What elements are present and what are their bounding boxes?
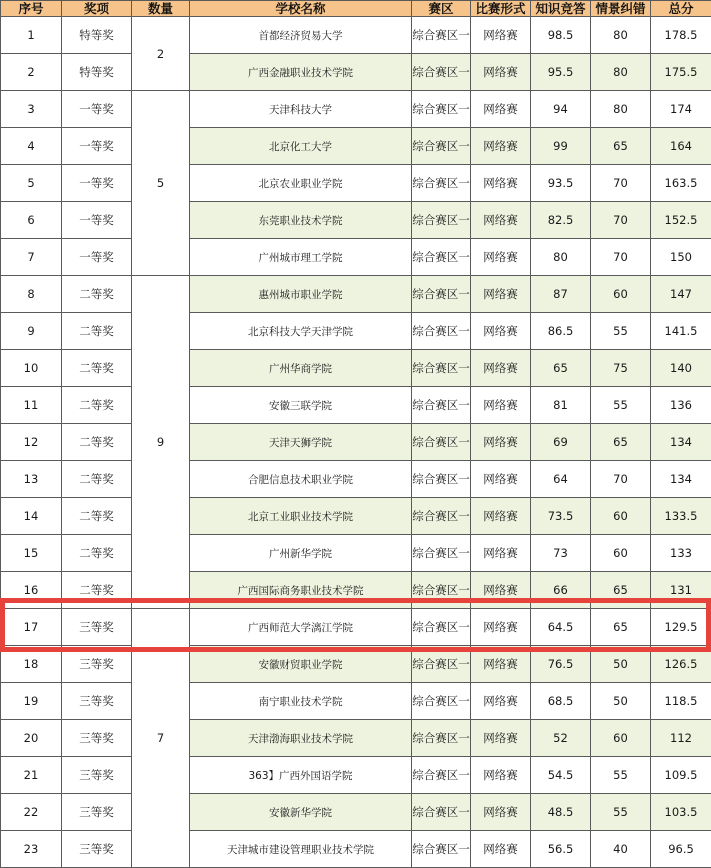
cell-total: 133 bbox=[651, 535, 711, 572]
cell-scenario: 50 bbox=[591, 646, 651, 683]
cell-total: 112 bbox=[651, 720, 711, 757]
cell-scenario: 55 bbox=[591, 757, 651, 794]
cell-scenario: 70 bbox=[591, 165, 651, 202]
cell-format: 网络赛 bbox=[471, 128, 531, 165]
cell-scenario: 80 bbox=[591, 91, 651, 128]
table-row bbox=[1, 54, 711, 91]
cell-scenario: 55 bbox=[591, 387, 651, 424]
cell-region: 综合赛区一 bbox=[412, 128, 471, 165]
cell-no: 19 bbox=[1, 683, 62, 720]
cell-school: 广州华商学院 bbox=[190, 350, 412, 387]
cell-quiz: 73.5 bbox=[531, 498, 591, 535]
table-row bbox=[1, 350, 711, 387]
cell-region: 综合赛区一 bbox=[412, 831, 471, 868]
table-row bbox=[1, 17, 711, 54]
cell-award: 一等奖 bbox=[62, 165, 132, 202]
cell-award: 二等奖 bbox=[62, 535, 132, 572]
cell-award: 特等奖 bbox=[62, 17, 132, 54]
cell-total: 134 bbox=[651, 424, 711, 461]
cell-region: 综合赛区一 bbox=[412, 313, 471, 350]
cell-total: 178.5 bbox=[651, 17, 711, 54]
cell-total: 140 bbox=[651, 350, 711, 387]
cell-quiz: 64.5 bbox=[531, 609, 591, 646]
cell-school: 广西金融职业技术学院 bbox=[190, 54, 412, 91]
table-row bbox=[1, 609, 711, 646]
cell-format: 网络赛 bbox=[471, 424, 531, 461]
cell-scenario: 80 bbox=[591, 54, 651, 91]
cell-no: 3 bbox=[1, 91, 62, 128]
header-total: 总分 bbox=[651, 1, 711, 17]
cell-total: 136 bbox=[651, 387, 711, 424]
cell-award: 二等奖 bbox=[62, 387, 132, 424]
cell-quiz: 98.5 bbox=[531, 17, 591, 54]
cell-region: 综合赛区一 bbox=[412, 757, 471, 794]
cell-award: 二等奖 bbox=[62, 461, 132, 498]
cell-total: 133.5 bbox=[651, 498, 711, 535]
cell-region: 综合赛区一 bbox=[412, 17, 471, 54]
table-row bbox=[1, 128, 711, 165]
cell-award: 二等奖 bbox=[62, 572, 132, 609]
header-quiz: 知识竞答 bbox=[531, 1, 591, 17]
cell-school: 首都经济贸易大学 bbox=[190, 17, 412, 54]
table-row bbox=[1, 498, 711, 535]
cell-total: 134 bbox=[651, 461, 711, 498]
cell-school: 广西师范大学漓江学院 bbox=[190, 609, 412, 646]
table-row bbox=[1, 313, 711, 350]
cell-award: 二等奖 bbox=[62, 498, 132, 535]
cell-no: 23 bbox=[1, 831, 62, 868]
cell-format: 网络赛 bbox=[471, 831, 531, 868]
cell-no: 22 bbox=[1, 794, 62, 831]
cell-school: 天津渤海职业技术学院 bbox=[190, 720, 412, 757]
cell-quiz: 95.5 bbox=[531, 54, 591, 91]
cell-quiz: 52 bbox=[531, 720, 591, 757]
cell-no: 6 bbox=[1, 202, 62, 239]
cell-region: 综合赛区一 bbox=[412, 646, 471, 683]
cell-quiz: 68.5 bbox=[531, 683, 591, 720]
cell-scenario: 70 bbox=[591, 202, 651, 239]
cell-count: 5 bbox=[132, 91, 190, 276]
cell-region: 综合赛区一 bbox=[412, 239, 471, 276]
table-row bbox=[1, 720, 711, 757]
cell-total: 150 bbox=[651, 239, 711, 276]
cell-format: 网络赛 bbox=[471, 794, 531, 831]
cell-total: 118.5 bbox=[651, 683, 711, 720]
cell-school: 合肥信息技术职业学院 bbox=[190, 461, 412, 498]
cell-school: 广西国际商务职业技术学院 bbox=[190, 572, 412, 609]
table-row bbox=[1, 572, 711, 609]
cell-scenario: 60 bbox=[591, 276, 651, 313]
cell-school: 南宁职业技术学院 bbox=[190, 683, 412, 720]
cell-award: 三等奖 bbox=[62, 720, 132, 757]
cell-scenario: 50 bbox=[591, 683, 651, 720]
cell-award: 一等奖 bbox=[62, 128, 132, 165]
cell-award: 一等奖 bbox=[62, 239, 132, 276]
cell-no: 18 bbox=[1, 646, 62, 683]
cell-no: 2 bbox=[1, 54, 62, 91]
table-row bbox=[1, 239, 711, 276]
header-row bbox=[1, 1, 711, 17]
cell-award: 三等奖 bbox=[62, 757, 132, 794]
table-row bbox=[1, 794, 711, 831]
cell-scenario: 65 bbox=[591, 424, 651, 461]
table-row bbox=[1, 683, 711, 720]
cell-format: 网络赛 bbox=[471, 535, 531, 572]
cell-total: 129.5 bbox=[651, 609, 711, 646]
cell-award: 三等奖 bbox=[62, 831, 132, 868]
cell-no: 9 bbox=[1, 313, 62, 350]
cell-school: 363】广西外国语学院 bbox=[190, 757, 412, 794]
cell-format: 网络赛 bbox=[471, 350, 531, 387]
table-row bbox=[1, 424, 711, 461]
cell-no: 11 bbox=[1, 387, 62, 424]
cell-no: 12 bbox=[1, 424, 62, 461]
cell-region: 综合赛区一 bbox=[412, 683, 471, 720]
header-school: 学校名称 bbox=[190, 1, 412, 17]
cell-school: 北京工业职业技术学院 bbox=[190, 498, 412, 535]
cell-total: 164 bbox=[651, 128, 711, 165]
cell-scenario: 70 bbox=[591, 239, 651, 276]
cell-total: 147 bbox=[651, 276, 711, 313]
cell-award: 二等奖 bbox=[62, 313, 132, 350]
cell-total: 152.5 bbox=[651, 202, 711, 239]
cell-format: 网络赛 bbox=[471, 646, 531, 683]
cell-award: 三等奖 bbox=[62, 646, 132, 683]
header-region: 赛区 bbox=[412, 1, 471, 17]
cell-no: 16 bbox=[1, 572, 62, 609]
header-scenario: 情景纠错 bbox=[591, 1, 651, 17]
cell-no: 7 bbox=[1, 239, 62, 276]
cell-quiz: 99 bbox=[531, 128, 591, 165]
cell-quiz: 81 bbox=[531, 387, 591, 424]
cell-region: 综合赛区一 bbox=[412, 794, 471, 831]
cell-scenario: 60 bbox=[591, 498, 651, 535]
header-no: 序号 bbox=[1, 1, 62, 17]
cell-school: 北京科技大学天津学院 bbox=[190, 313, 412, 350]
cell-count: 7 bbox=[132, 609, 190, 868]
cell-quiz: 82.5 bbox=[531, 202, 591, 239]
cell-total: 175.5 bbox=[651, 54, 711, 91]
cell-school: 东莞职业技术学院 bbox=[190, 202, 412, 239]
cell-region: 综合赛区一 bbox=[412, 350, 471, 387]
cell-scenario: 70 bbox=[591, 461, 651, 498]
cell-format: 网络赛 bbox=[471, 757, 531, 794]
cell-school: 北京农业职业学院 bbox=[190, 165, 412, 202]
cell-no: 17 bbox=[1, 609, 62, 646]
cell-scenario: 65 bbox=[591, 572, 651, 609]
cell-award: 三等奖 bbox=[62, 609, 132, 646]
cell-format: 网络赛 bbox=[471, 572, 531, 609]
cell-school: 天津天狮学院 bbox=[190, 424, 412, 461]
cell-scenario: 65 bbox=[591, 609, 651, 646]
cell-quiz: 86.5 bbox=[531, 313, 591, 350]
cell-school: 天津科技大学 bbox=[190, 91, 412, 128]
cell-quiz: 64 bbox=[531, 461, 591, 498]
cell-region: 综合赛区一 bbox=[412, 535, 471, 572]
cell-scenario: 60 bbox=[591, 535, 651, 572]
cell-format: 网络赛 bbox=[471, 498, 531, 535]
cell-format: 网络赛 bbox=[471, 387, 531, 424]
cell-format: 网络赛 bbox=[471, 91, 531, 128]
cell-scenario: 55 bbox=[591, 313, 651, 350]
cell-format: 网络赛 bbox=[471, 313, 531, 350]
cell-quiz: 93.5 bbox=[531, 165, 591, 202]
cell-award: 三等奖 bbox=[62, 683, 132, 720]
cell-total: 131 bbox=[651, 572, 711, 609]
cell-quiz: 65 bbox=[531, 350, 591, 387]
cell-total: 109.5 bbox=[651, 757, 711, 794]
cell-award: 特等奖 bbox=[62, 54, 132, 91]
table-row bbox=[1, 535, 711, 572]
cell-region: 综合赛区一 bbox=[412, 276, 471, 313]
cell-award: 一等奖 bbox=[62, 202, 132, 239]
cell-total: 126.5 bbox=[651, 646, 711, 683]
cell-quiz: 54.5 bbox=[531, 757, 591, 794]
cell-quiz: 76.5 bbox=[531, 646, 591, 683]
cell-format: 网络赛 bbox=[471, 202, 531, 239]
cell-no: 14 bbox=[1, 498, 62, 535]
cell-school: 安徽财贸职业学院 bbox=[190, 646, 412, 683]
table-row bbox=[1, 646, 711, 683]
cell-school: 惠州城市职业学院 bbox=[190, 276, 412, 313]
cell-quiz: 87 bbox=[531, 276, 591, 313]
cell-region: 综合赛区一 bbox=[412, 424, 471, 461]
cell-award: 一等奖 bbox=[62, 91, 132, 128]
cell-format: 网络赛 bbox=[471, 239, 531, 276]
cell-school: 安徽三联学院 bbox=[190, 387, 412, 424]
cell-format: 网络赛 bbox=[471, 609, 531, 646]
cell-format: 网络赛 bbox=[471, 17, 531, 54]
table-body bbox=[1, 17, 711, 868]
cell-scenario: 80 bbox=[591, 17, 651, 54]
cell-total: 96.5 bbox=[651, 831, 711, 868]
cell-total: 103.5 bbox=[651, 794, 711, 831]
table-row bbox=[1, 165, 711, 202]
header-count: 数量 bbox=[132, 1, 190, 17]
cell-award: 三等奖 bbox=[62, 794, 132, 831]
cell-quiz: 48.5 bbox=[531, 794, 591, 831]
cell-school: 广州新华学院 bbox=[190, 535, 412, 572]
header-award: 奖项 bbox=[62, 1, 132, 17]
cell-quiz: 66 bbox=[531, 572, 591, 609]
cell-region: 综合赛区一 bbox=[412, 165, 471, 202]
table-row bbox=[1, 461, 711, 498]
table-row bbox=[1, 831, 711, 868]
cell-quiz: 80 bbox=[531, 239, 591, 276]
cell-no: 5 bbox=[1, 165, 62, 202]
cell-region: 综合赛区一 bbox=[412, 91, 471, 128]
cell-no: 8 bbox=[1, 276, 62, 313]
cell-no: 20 bbox=[1, 720, 62, 757]
cell-scenario: 40 bbox=[591, 831, 651, 868]
cell-count: 2 bbox=[132, 17, 190, 91]
cell-format: 网络赛 bbox=[471, 165, 531, 202]
cell-region: 综合赛区一 bbox=[412, 720, 471, 757]
cell-quiz: 73 bbox=[531, 535, 591, 572]
cell-total: 141.5 bbox=[651, 313, 711, 350]
cell-scenario: 75 bbox=[591, 350, 651, 387]
table-row bbox=[1, 276, 711, 313]
cell-school: 安徽新华学院 bbox=[190, 794, 412, 831]
cell-region: 综合赛区一 bbox=[412, 202, 471, 239]
cell-total: 174 bbox=[651, 91, 711, 128]
cell-total: 163.5 bbox=[651, 165, 711, 202]
header-format: 比赛形式 bbox=[471, 1, 531, 17]
cell-no: 13 bbox=[1, 461, 62, 498]
cell-region: 综合赛区一 bbox=[412, 54, 471, 91]
cell-format: 网络赛 bbox=[471, 276, 531, 313]
cell-scenario: 55 bbox=[591, 794, 651, 831]
cell-no: 10 bbox=[1, 350, 62, 387]
cell-no: 15 bbox=[1, 535, 62, 572]
cell-format: 网络赛 bbox=[471, 54, 531, 91]
cell-region: 综合赛区一 bbox=[412, 572, 471, 609]
cell-school: 天津城市建设管理职业技术学院 bbox=[190, 831, 412, 868]
cell-award: 二等奖 bbox=[62, 276, 132, 313]
table-row bbox=[1, 757, 711, 794]
cell-scenario: 65 bbox=[591, 128, 651, 165]
cell-quiz: 94 bbox=[531, 91, 591, 128]
cell-region: 综合赛区一 bbox=[412, 498, 471, 535]
cell-award: 二等奖 bbox=[62, 350, 132, 387]
cell-format: 网络赛 bbox=[471, 683, 531, 720]
cell-scenario: 60 bbox=[591, 720, 651, 757]
cell-quiz: 69 bbox=[531, 424, 591, 461]
cell-no: 21 bbox=[1, 757, 62, 794]
table-row bbox=[1, 91, 711, 128]
cell-school: 北京化工大学 bbox=[190, 128, 412, 165]
cell-format: 网络赛 bbox=[471, 461, 531, 498]
cell-region: 综合赛区一 bbox=[412, 461, 471, 498]
table-row bbox=[1, 202, 711, 239]
cell-count: 9 bbox=[132, 276, 190, 609]
cell-region: 综合赛区一 bbox=[412, 387, 471, 424]
cell-region: 综合赛区一 bbox=[412, 609, 471, 646]
cell-format: 网络赛 bbox=[471, 720, 531, 757]
cell-school: 广州城市理工学院 bbox=[190, 239, 412, 276]
cell-no: 4 bbox=[1, 128, 62, 165]
cell-award: 二等奖 bbox=[62, 424, 132, 461]
table-row bbox=[1, 387, 711, 424]
cell-no: 1 bbox=[1, 17, 62, 54]
cell-quiz: 56.5 bbox=[531, 831, 591, 868]
